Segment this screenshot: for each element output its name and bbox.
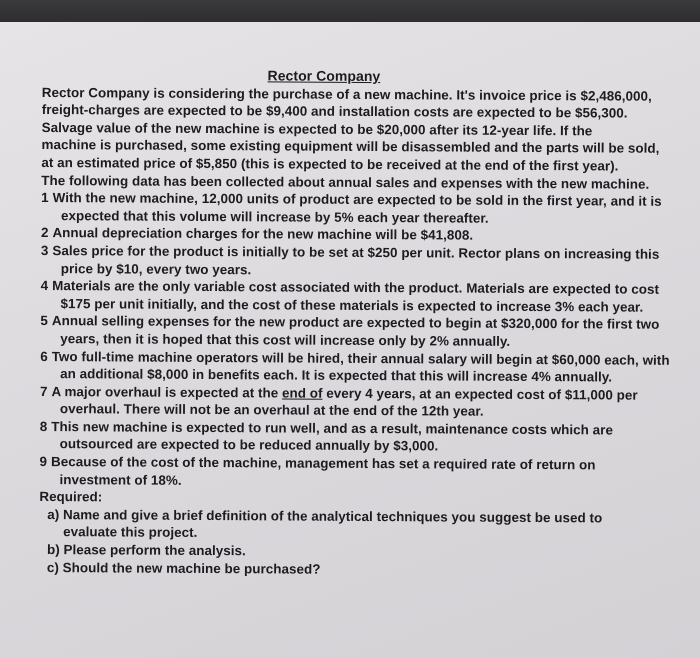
item-number: 4 bbox=[40, 278, 49, 294]
item-number: 7 bbox=[39, 383, 48, 399]
list-item-9 bbox=[39, 453, 669, 492]
item-number: 8 bbox=[39, 418, 48, 434]
item-text-underlined: end of bbox=[281, 385, 323, 401]
question-a: a) Name and give a brief definition of the analytical techniques you suggest be used to evaluate this project. bbox=[47, 506, 603, 541]
item-text: Annual selling expenses for the new product are expected to begin at $320,000 for the first two years, then it is hoped that this cost will increase only by 2% annually. bbox=[51, 313, 660, 349]
item-text-after: every 4 years, at an expected cost of $11,000 per overhaul. There will not be an overhaul at the end of the 12th year. bbox=[59, 385, 638, 419]
item-number: 5 bbox=[40, 313, 48, 329]
intro-line-5: at an estimated price of $5,850 (this is expected to be received at the end of the first year). bbox=[41, 154, 619, 174]
intro-line-6: The following data has been collected about annual sales and expenses with the new machine. bbox=[41, 172, 650, 192]
item-text: This new machine is expected to run well, and as a result, maintenance costs which are outsourced are expected to be reduced annually by $3,000. bbox=[51, 418, 614, 454]
item-text: Materials are the only variable cost associated with the product. Materials are expected to cost $175 per unit initially, and the cost of these materials is expected to increase 3% each year. bbox=[52, 278, 660, 315]
item-text: Sales price for the product is initially to be set at $250 per unit. Rector plans on increasing this price by $10, every two years. bbox=[52, 243, 660, 277]
item-number: 1 bbox=[41, 190, 49, 206]
list-item-3 bbox=[41, 242, 671, 281]
list-item-5 bbox=[40, 312, 670, 351]
document-body bbox=[39, 66, 682, 580]
intro-line-3: Salvage value of the new machine is expected to be $20,000 after its 12-year life. If the bbox=[41, 119, 593, 139]
item-number: 6 bbox=[40, 348, 48, 364]
list-item-4 bbox=[40, 277, 670, 316]
question-b: b) Please perform the analysis. bbox=[47, 542, 246, 559]
list-item-8 bbox=[40, 418, 670, 457]
item-number: 9 bbox=[39, 454, 48, 470]
required-label: Required: bbox=[39, 489, 103, 505]
intro-line-1: Rector Company is considering the purchase of a new machine. It's invoice price is $2,486,000, bbox=[41, 84, 652, 104]
item-text: With the new machine, 12,000 units of product are expected to be sold in the first year, and it is expected that this volume will increase by 5% each year thereafter. bbox=[52, 190, 662, 226]
question-c: c) Should the new machine be purchased? bbox=[46, 559, 321, 577]
item-number: 3 bbox=[40, 242, 49, 258]
item-text: Because of the cost of the machine, management has set a required rate of return on investment of 18%. bbox=[51, 454, 596, 488]
item-text: Two full-time machine operators will be hired, their annual salary will begin at $60,000 each, with an additional $8,000 in benefits each. It is expected that this will increase 4% annually. bbox=[51, 348, 670, 385]
list-item-7 bbox=[40, 383, 670, 422]
list-item-6 bbox=[40, 347, 670, 386]
intro-line-4: machine is purchased, some existing equipment will be disassembled and the parts will be sold, bbox=[41, 137, 660, 157]
item-number: 2 bbox=[40, 225, 49, 241]
intro-line-2: freight-charges are expected to be $9,400 and installation costs are expected to be $56,300. bbox=[41, 102, 628, 121]
list-item-1 bbox=[41, 189, 671, 228]
document-title: Rector Company bbox=[267, 67, 381, 85]
item-text-before: A major overhaul is expected at the bbox=[51, 383, 283, 401]
item-text: Annual depreciation charges for the new machine will be $41,808. bbox=[52, 225, 474, 243]
